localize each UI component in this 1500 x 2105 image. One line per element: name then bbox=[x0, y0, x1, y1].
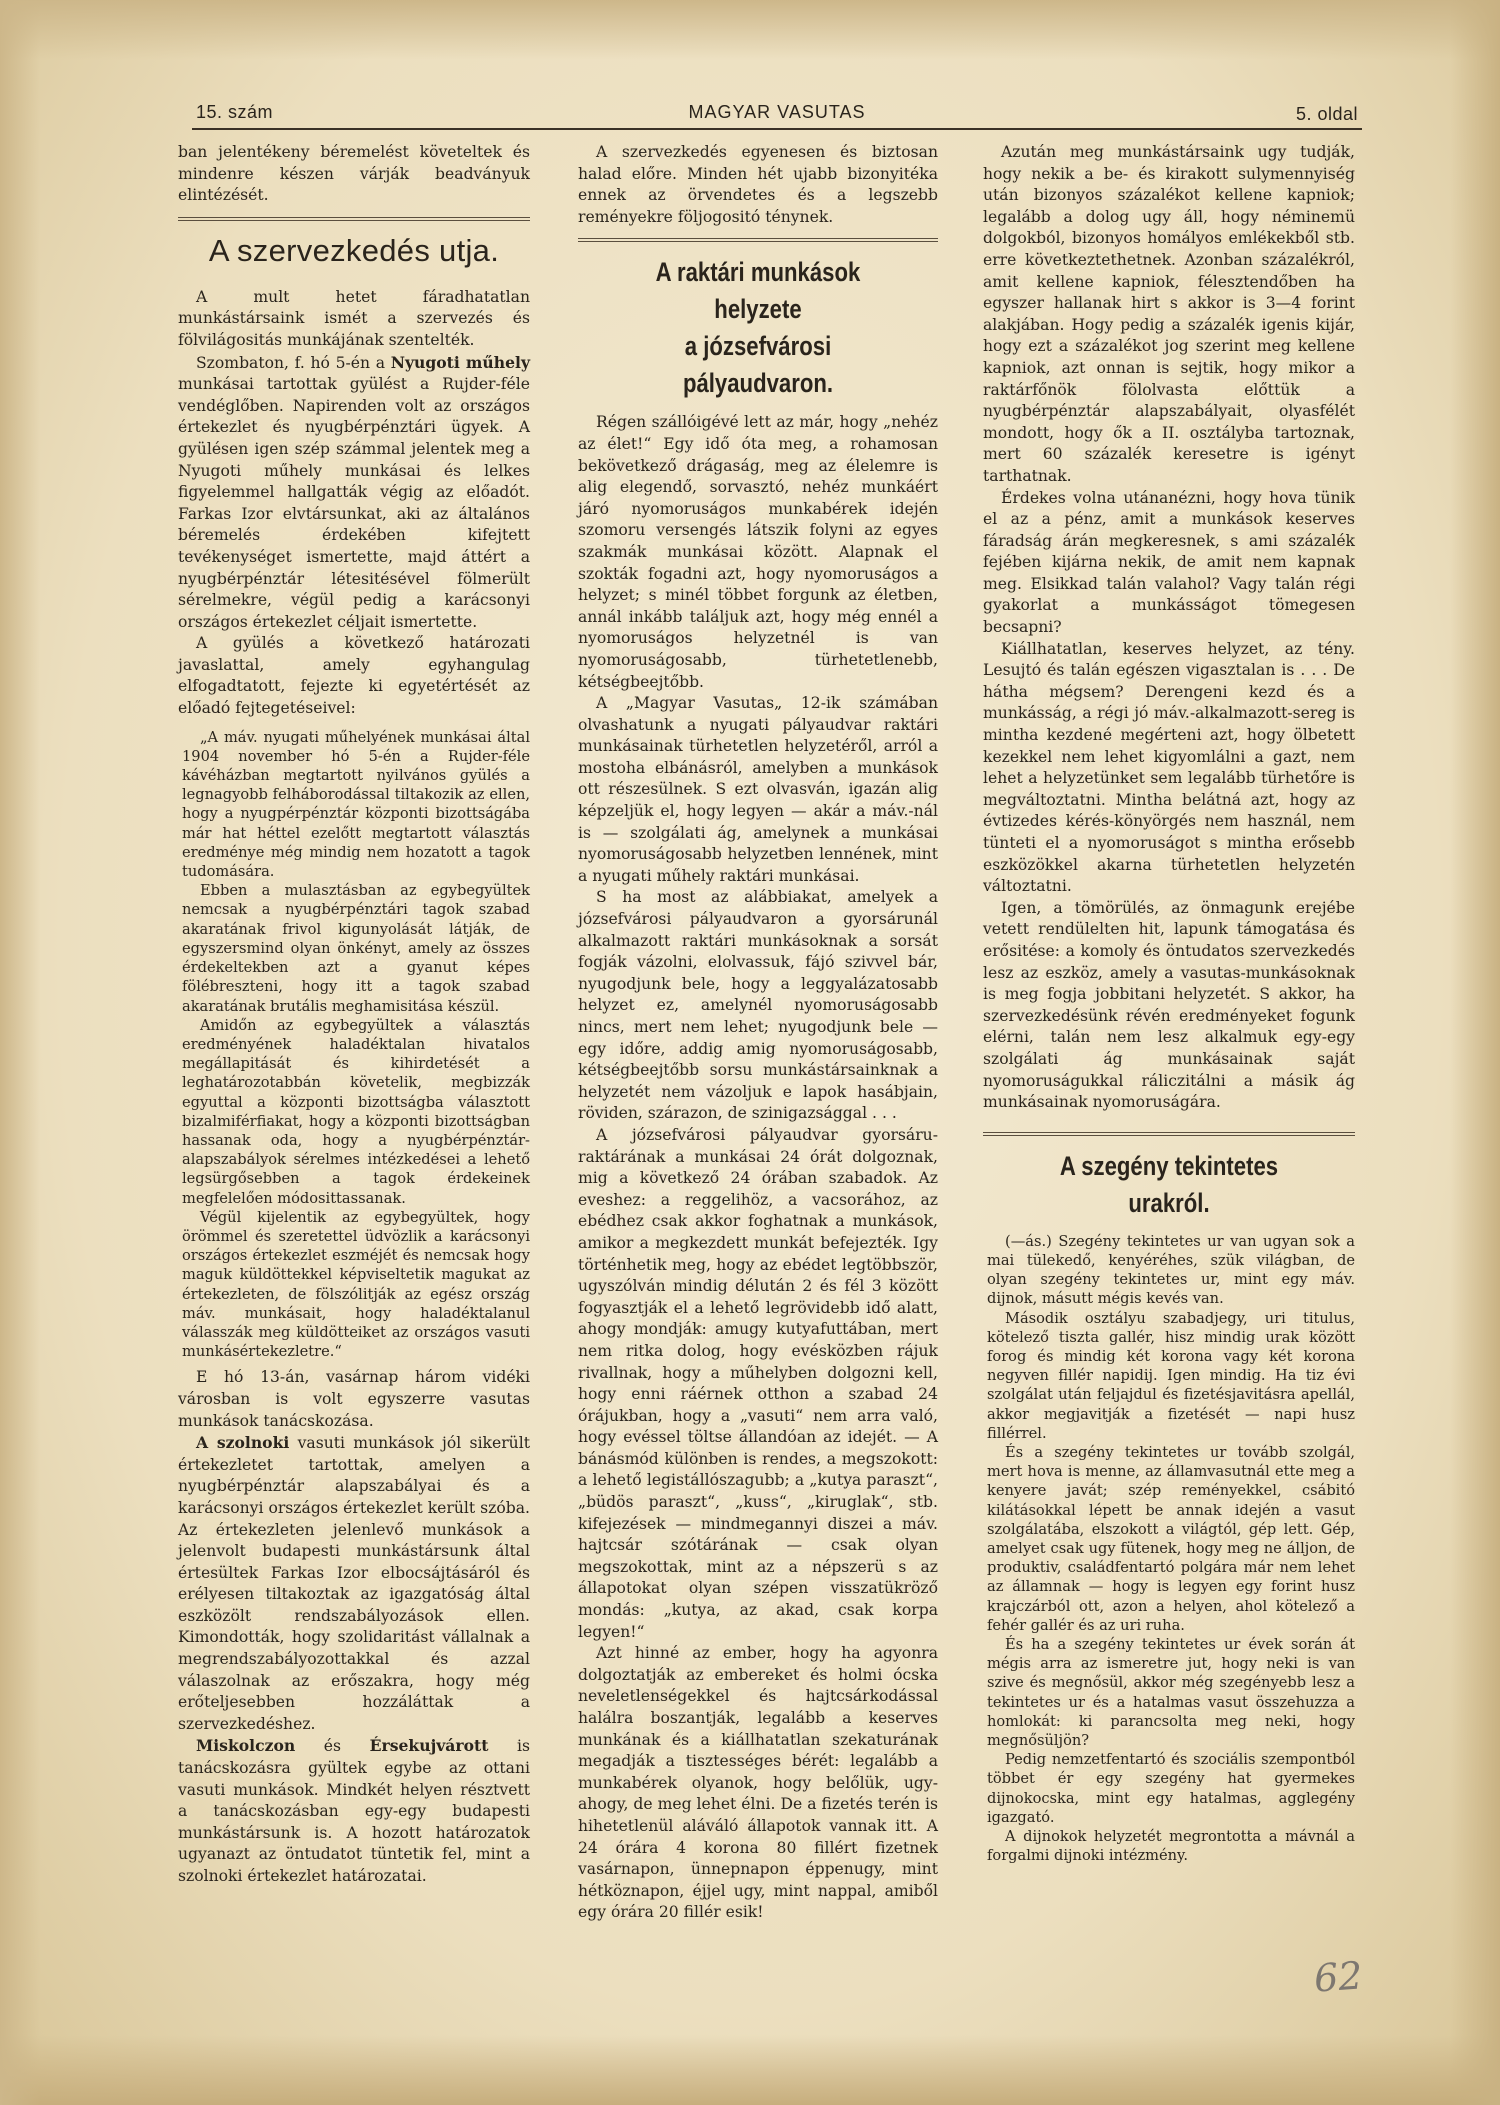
text-run: munkásai tartottak gyülést a Rujder-féle vendéglőben. Napirenden volt az országos értekezlet és nyugbérpénztári ügyek. A gyülésen igen szép számmal jelentek meg a Nyugoti műhely munkásai és lelkes figyelemmel hallgatták végig az előadót. Farkas Izor elvtársunkat, aki az általános béremelés érdekében kifejtett tevékenységet ismertette, majd áttért a nyugbérpénztár létesitésével fölmerült sérelmekre, végül pedig a karácsonyi országos értekezlet céljait ismertette. bbox=[178, 375, 530, 631]
paragraph: Régen szállóigévé lett az már, hogy „nehéz az élet!“ Egy idő óta meg, a rohamosan bekövetkező drágaság, meg az élelemre is alig elegendő, sorvasztó, nehéz munkáért járó nyomoruságos munkabérek idején szomoru versengés látszik folyni az egyes szakmák munkásai között. Alapnak el szokták fogadni azt, hogy nyomoruságos a helyzet; s minél többet forgunk az életben, annál inkább találjuk azt, hogy még ennél a nyomoruságos helyzetnél is van nyomoruságosabb, türhetetlenebb, kétségbeejtőbb. bbox=[578, 413, 938, 691]
text-run: vasuti munkások jól sikerült értekezletet tartottak, amelyen a nyugbérpénztár alapszabályai és a karácsonyi országos értekezlet került szóba. Az értekezleten jelenlevő munkások a jelenvolt budapesti munkástársunk által értesültek Farkas Izor elbocsájtásáról és erélyesen tiltakoztak az igazgatóság által eszközölt rendszabályozások ellen. Kimondották, hogy szolidaritást vállalnak a megrendszabályozottakkal és azzal válaszolnak az erőszakra, hogy még erőteljesebben hozzáláttak a szervezkedéshez. bbox=[178, 1434, 530, 1733]
page-header bbox=[192, 98, 1362, 130]
paragraph: S ha most az alábbiakat, amelyek a józsefvárosi pályaudvaron a gyorsárunál alkalmazott raktári munkásoknak a sorsát fogják vázolni, elolvassuk, fájó szivvel bár, nyugodjunk bele, hogy a leggyalázatosabb helyzet ez, amelynél nyomoruságosabb nincs, mert nem lehet; nyugodjunk bele — egy időre, addig amig nyomoruságosabb, kétségbeejtőbb sorsu munkástársainknak a helyzetét nem vázoljuk e lapok hasábjain, röviden, szárazon, de szinigazsággal . . . bbox=[578, 888, 938, 1123]
paragraph: A dijnokok helyzetét megrontotta a mávnál a forgalmi dijnoki intézmény. bbox=[987, 1828, 1355, 1865]
article-heading: A szegény tekintetes urakról. bbox=[1059, 1150, 1279, 1218]
issue-number: 15. szám bbox=[196, 102, 274, 122]
bold-text: Nyugoti műhely bbox=[390, 352, 531, 372]
heading-line: a józsefvárosi pályaudvaron. bbox=[682, 331, 834, 399]
paragraph: És a szegény tekintetes ur tovább szolgál, mert hova is menne, az államvasutnál ette meg a kenyere javát; szép reményekkel, csábitó kilátásokkal lépett be annak idején a vasut szolgálatába, elszokott a világtól, gép lett. Gép, amelyet csak ugy fütenek, hogy meg ne álljon, de produktiv, családfentartó polgára már nem lehet az államnak — hogy is legyen egy forint husz krajczárból ott, azon a helyen, ahol kötelező a fehér gallér és az uri ruha. bbox=[987, 1443, 1355, 1634]
article-heading bbox=[610, 254, 905, 402]
resolution-paragraph: „A máv. nyugati műhelyének munkásai által 1904 november hó 5-én a Rujder-féle kávéházban megtartott nyilvános gyülés a legnagyobb felháborodással tiltakozik az ellen, hogy a nyugpérpénztár központi bizottságába már hat héttel ezelőtt megtartott választás eredménye még mindig nem hozatott a tagok tudomására. bbox=[182, 728, 530, 881]
paragraph: Érdekes volna utánanézni, hogy hova tünik el az a pénz, amit a munkások keserves fáradság árán megkeresnek, s ami százalék fejében kijárna nekik, de amit nem kapnak meg. Elsikkad talán valahol? Vagy talán régi gyakorlat a munkásságot tömegesen becsapni? bbox=[983, 488, 1355, 637]
column-3 bbox=[983, 142, 1355, 1865]
divider bbox=[983, 1132, 1355, 1136]
divider bbox=[178, 217, 530, 221]
resolution-paragraph: Végül kijelentik az egybegyültek, hogy örömmel és szeretettel üdvözlik a karácsonyi országos értekezlet eszméjét és nemcsak hogy maguk küldöttekkel képviseltetik magukat az értekezleten, de fölszólitják az egész ország máv. munkásait, hogy haladéktalanul válasszák meg küldötteiket az országos vasuti munkásértekezletre.“ bbox=[182, 1208, 530, 1361]
paragraph: Azt hinné az ember, hogy ha agyonra dolgoztatják az embereket és holmi ócska neveletlenségekkel és hajtcsárkodással halálra boszantják, legalább a keserves munkának és a kiállhatatlan szekaturának megadják a tisztességes bérét: legalább a munkabérek olyanok, hogy belőlük, ugy-ahogy, de meg lehet élni. De a fizetés terén is hihetetlenül aláváló állapotok vannak itt. A 24 órára 4 korona 80 fillért fizetnek vasárnapon, ünnepnapon éppenugy, mint hétköznapon, éjjel ugy, mint nappal, amiből egy órára 20 fillér esik! bbox=[578, 1644, 938, 1922]
paragraph: (—ás.) Szegény tekintetes ur van ugyan sok a mai tülekedő, kenyéréhes, szük világban, de olyan szegény tekintetes ur, mint egy máv. dijnok, másutt mégis kevés van. bbox=[987, 1232, 1355, 1308]
text-run: és bbox=[295, 1737, 370, 1756]
paragraph bbox=[178, 352, 530, 634]
paragraph: A gyülés a következő határozati javaslattal, amely egyhangulag elfogadtatott, fejezte ki egyetértését az előadó fejtegetéseivel: bbox=[178, 634, 530, 718]
heading-line: A raktári munkások helyzete bbox=[655, 257, 861, 325]
bold-text: Érsekujvárott bbox=[369, 1736, 489, 1756]
paper-edge-top bbox=[0, 0, 1500, 60]
bold-text: Miskolczon bbox=[196, 1736, 296, 1756]
paragraph: Pedig nemzetfentartó és szociális szempontból többet ér egy szegény hat gyermekes dijnokocska, mint egy hatalmas, agglegény igazgató. bbox=[987, 1751, 1355, 1826]
text-run: Szombaton, f. hó 5-én a bbox=[196, 353, 391, 372]
column-1 bbox=[178, 142, 530, 1888]
paragraph: A józsefvárosi pályaudvar gyorsáru-raktárának a munkásai 24 órát dolgoznak, mig a következő 24 órában szabadok. Az eveshez: a reggelihöz, a vacsorához, az ebédhez csak akkor foghatnak a munkások, amikor a megkezdett munkát befejezték. Igy történhetik meg, hogy az ebédet legtöbbször, ugyszólván mindig délután 2 és fél 3 között fogyasztják el a lehető legrövidebb idő alatt, ahogy mondják: amugy kutyafuttában, mert nem ritka dolog, hogy evésközben rájuk rivallnak, hogy a műhelyben dolgozni kell, hogy enni ráérnek otthon a szabad 24 órájukban, hogy a „vasuti“ nem arra való, hogy evéssel töltse állandóan az idejét. — A bánásmód különben is rendes, a megszokott: a lehető legistállószagubb; a „kutya paraszt“, „büdös paraszt“, „kuss“, „kiruglak“, stb. kifejezések — mindmegannyi diszei a máv. hajtcsár szótárának — csak olyan megszokottak, mint az a népszerü s az állapotokat olyan szépen visszatükröző mondás: „kutya, az akad, csak korpa legyen!“ bbox=[578, 1125, 938, 1641]
bold-text: A szolnoki bbox=[196, 1433, 290, 1453]
paragraph bbox=[178, 1735, 530, 1887]
paragraph: E hó 13-án, vasárnap három vidéki városban is volt egyszerre vasutas munkások tanácskozása. bbox=[178, 1368, 530, 1430]
resolution-paragraph: Amidőn az egybegyültek a választás eredményének haladéktalan hivatalos megállapitását és kihirdetését a leghatározotabbán követelik, megbizzák egyuttal a központi bizottságba választott bizalmiférfiakat, hogy a központi bizottságban hassanak oda, hogy a nyugbérpénztár-alapszabályok sérelmes intézkedései a lehető legsürgősebben a tagok érdekeinek megfelelően módosittassanak. bbox=[182, 1016, 530, 1207]
column-2 bbox=[578, 142, 938, 1924]
paragraph bbox=[178, 1432, 530, 1735]
text-run: is tanácskozásra gyültek egybe az ottani vasuti munkások. Mindkét helyen résztvett a tanácskozásban egy-egy budapesti munkástársunk is. A hozott határozatok ugyanazt az öntudatot tüntetik fel, mint a szolnoki értekezlet határozatai. bbox=[178, 1737, 530, 1886]
handwritten-page-note: 62 bbox=[1312, 1953, 1364, 2001]
article-heading: A szervezkedés utja. bbox=[208, 232, 500, 268]
page-number: 5. oldal bbox=[1295, 104, 1358, 124]
newspaper-title: MAGYAR VASUTAS bbox=[688, 102, 866, 122]
paragraph: Azután meg munkástársaink ugy tudják, hogy nekik a be- és kirakott sulymennyiség után bizonyos százalékot kellene kapniok; legalább a dolog ugy áll, hogy néminemü dolgokból, bizonyos homályos emlékekből stb. erre következtethetnek. Azonban százalékról, amit kellene kapniok, félesztendőben ha egyszer hallanak hirt s akkor is 3—4 forint alakjában. Hogy pedig a százalék igenis kijár, hogy ezt a százalékot jog szerint meg kellene kapniok, azt onnan is sejtik, hogy mikor a raktárfőnök fölolvasta előttük a nyugbérpénztár alapszabályait, olyasfélét mondott, hogy ők a II. osztályba tartoznak, mert 60 százalék keresetre is igényt tarthatnak. bbox=[983, 143, 1355, 485]
paper-edge-right bbox=[1450, 0, 1500, 2105]
paragraph: A „Magyar Vasutas„ 12-ik számában olvashatunk a nyugati pályaudvar raktári munkásainak türhetetlen helyzetéről, arról a mostoha elbánásról, amelyben a munkások ott részesülnek. S ezt olvasván, igazán alig képzeljük el, hogy legyen — akár a máv.-nál is — szolgálati ág, amelynek a munkásai nyomoruságosabb helyzetben lennének, mint a nyugati műhely raktári munkásai. bbox=[578, 694, 938, 885]
paragraph: A mult hetet fáradhatatlan munkástársaink ismét a szervezés és fölvilágositás munkájának szentelték. bbox=[178, 287, 530, 349]
paper-edge-bottom bbox=[0, 2035, 1500, 2105]
divider bbox=[578, 238, 938, 242]
paragraph: ban jelentékeny béremelést követeltek és mindenre készen várják beadványuk elintézését. bbox=[178, 143, 530, 205]
paper-edge-left bbox=[0, 0, 40, 2105]
paragraph: Kiállhatatlan, keserves helyzet, az tény. Lesujtó és talán egészen vigasztalan is . . . De hátha mégsem? Derengeni kezd és a munkásság, a régi jó máv.-alkalmazott-sereg is mintha kezdené megérteni azt, hogy ölbetett kezekkel nem lehet kigyomlálni a gazt, nem lehet a helyzetünket sem legalább türhetőre is megváltoztatni. Mintha belátná azt, hogy az évtizedes kérés-könyörgés nem használ, nem tünteti el a nyomoruságot s mintha erősebb eszközökkel akarna türhetetlen helyzetén változtatni. bbox=[983, 639, 1355, 896]
paragraph: A szervezkedés egyenesen és biztosan halad előre. Minden hét ujabb bizonyitéka ennek az örvendetes és a legszebb reményekre följogositó ténynek. bbox=[578, 143, 938, 226]
paragraph: Második osztályu szabadjegy, uri titulus, kötelező tiszta gallér, hisz mindig urak között forog és mindig két korona vagy két korona negyven fillér napidij. Igen mindig. Ha tiz évi szolgálat után feljajdul és fizetésjavitásra apellál, akkor megjavitják a fizetését — napi husz fillérrel. bbox=[987, 1309, 1355, 1442]
paragraph: És ha a szegény tekintetes ur évek során át mégis arra az ismeretre jut, hogy neki is van szive és megnősül, akkor még szegényebb lesz a tekintetes ur és a hatalmas vasut összehuzza a homlokát: ki parancsolta meg neki, hogy megnősüljön? bbox=[987, 1635, 1355, 1749]
resolution-paragraph: Ebben a mulasztásban az egybegyültek nemcsak a nyugbérpénztári tagok szabad akaratának frivol kigunyolását látják, de egyszersmind olyan önkényt, amely az összes érdekeltekben azt a gyanut képes fölébreszteni, hogy itt a tagok szabad akaratának brutális meghamisitása készül. bbox=[182, 882, 530, 1015]
paragraph: Igen, a tömörülés, az önmagunk erejébe vetett rendülelten hit, lapunk támogatása és erősitése: a komoly és öntudatos szervezkedés lesz az eszköz, amely a vasutas-munkásoknak is meg fogja jobbitani helyzetét. S akkor, ha szervezkedésünk révén eredményeket fogunk elérni, talán nem lesz alkalmuk egy-egy szolgálati ág munkásainak saját nyomoruságukkal ráliczitálni a másik ág munkásainak nyomoruságára. bbox=[983, 898, 1355, 1112]
